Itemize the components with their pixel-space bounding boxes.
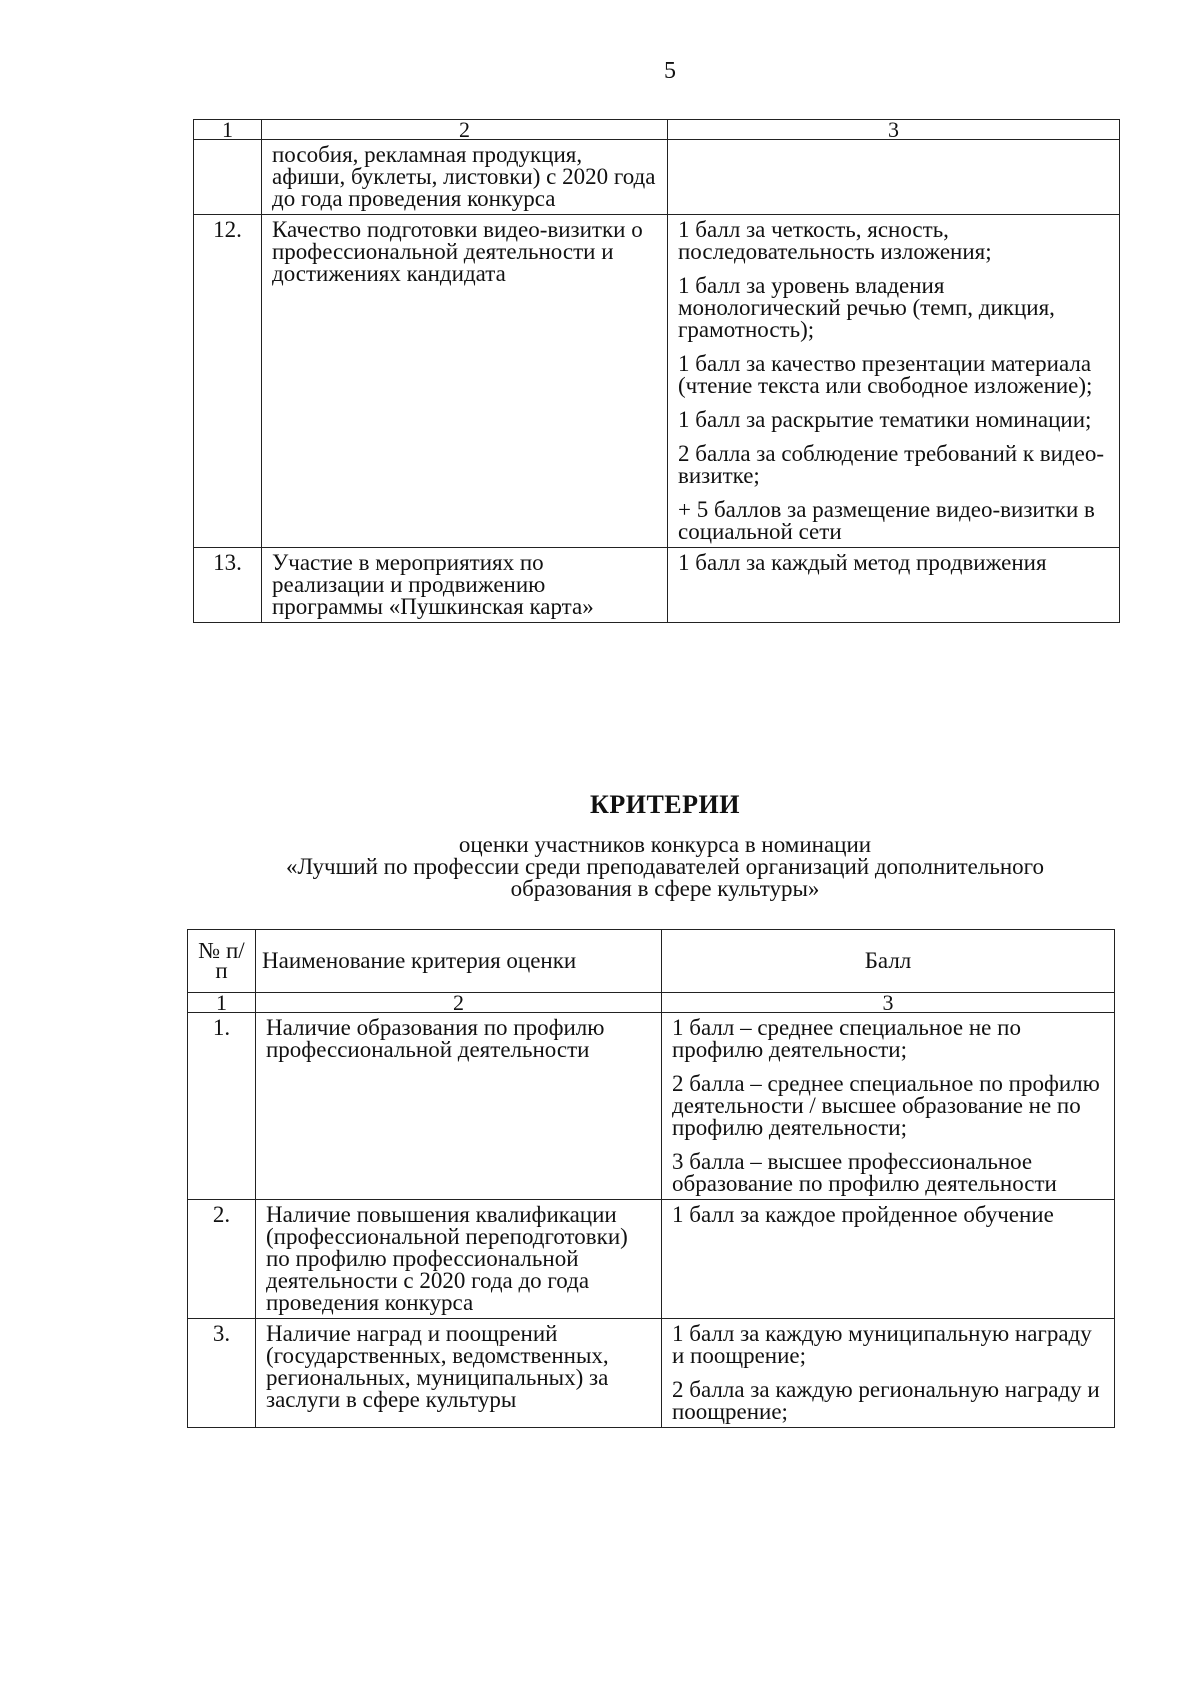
score-item: 3 балла – высшее профессиональное образование по профилю деятельности [672, 1149, 1057, 1196]
row-number: 2. [188, 1200, 256, 1319]
criterion-name: Наличие образования по профилю профессиональной деятельности [256, 1013, 662, 1200]
score-item: 1 балл – среднее специальное не по профилю деятельности; [672, 1015, 1021, 1062]
criterion-score [668, 548, 1120, 623]
row-number: 12. [194, 215, 262, 548]
table-row [194, 215, 1120, 548]
row-number: 13. [194, 548, 262, 623]
table-row [188, 1319, 1115, 1428]
column-number: 3 [662, 993, 1115, 1013]
score-item: 1 балл за каждое пройденное обучение [672, 1202, 1054, 1227]
header-criterion-name: Наименование критерия оценки [256, 930, 662, 993]
row-number: 3. [188, 1319, 256, 1428]
table-row [194, 140, 1120, 215]
score-item: 2 балла за соблюдение требований к видео-визитке; [678, 441, 1104, 488]
heading-subtitle-line: оценки участников конкурса в номинации [458, 832, 872, 857]
criterion-score [662, 1319, 1115, 1428]
column-number-row [194, 120, 1120, 140]
criterion-name: пособия, рекламная продукция, афиши, буклеты, листовки) с 2020 года до года проведения конкурса [262, 140, 668, 215]
criterion-name: Качество подготовки видео-визитки о профессиональной деятельности и достижениях кандидата [262, 215, 668, 548]
score-item: 2 балла – среднее специальное по профилю деятельности / высшее образование не по профилю деятельности; [672, 1071, 1100, 1140]
criterion-score [662, 1013, 1115, 1200]
criteria-table-continued [193, 119, 1120, 623]
score-item: 1 балл за каждую муниципальную награду и поощрение; [672, 1321, 1092, 1368]
column-number: 1 [194, 120, 262, 140]
score-item: 1 балл за каждый метод продвижения [678, 550, 1047, 575]
heading-title: КРИТЕРИИ [590, 790, 740, 819]
column-number: 1 [188, 993, 256, 1013]
criterion-score [662, 1200, 1115, 1319]
column-number: 3 [668, 120, 1120, 140]
score-item: + 5 баллов за размещение видео-визитки в социальной сети [678, 497, 1095, 544]
heading-subtitle-line: образования в сфере культуры» [510, 876, 820, 901]
heading-subtitle-line: «Лучший по профессии среди преподавателей организаций дополнительного [285, 854, 1045, 879]
header-number: № п/п [188, 930, 256, 993]
table-row [188, 1013, 1115, 1200]
table-row [188, 1200, 1115, 1319]
score-item: 1 балл за раскрытие тематики номинации; [678, 407, 1092, 432]
criteria-table [187, 929, 1115, 1428]
criterion-score [668, 140, 1120, 215]
row-number [194, 140, 262, 215]
criteria-heading [195, 790, 1135, 900]
criterion-name: Наличие наград и поощрений (государственных, ведомственных, региональных, муниципальных) за заслуги в сфере культуры [256, 1319, 662, 1428]
column-number: 2 [262, 120, 668, 140]
criterion-score [668, 215, 1120, 548]
table-row [194, 548, 1120, 623]
score-item: 1 балл за уровень владения монологический речью (темп, дикция, грамотность); [678, 273, 1055, 342]
page-number: 5 [664, 58, 676, 84]
column-number-row [188, 993, 1115, 1013]
header-score: Балл [662, 930, 1115, 993]
row-number: 1. [188, 1013, 256, 1200]
score-item: 1 балл за четкость, ясность, последовательность изложения; [678, 217, 992, 264]
score-item: 2 балла за каждую региональную награду и поощрение; [672, 1377, 1100, 1424]
criterion-name: Участие в мероприятиях по реализации и продвижению программы «Пушкинская карта» [262, 548, 668, 623]
table-header-row [188, 930, 1115, 993]
criterion-name: Наличие повышения квалификации (профессиональной переподготовки) по профилю профессиональной деятельности с 2020 года до года проведения конкурса [256, 1200, 662, 1319]
score-item: 1 балл за качество презентации материала (чтение текста или свободное изложение); [678, 351, 1093, 398]
column-number: 2 [256, 993, 662, 1013]
